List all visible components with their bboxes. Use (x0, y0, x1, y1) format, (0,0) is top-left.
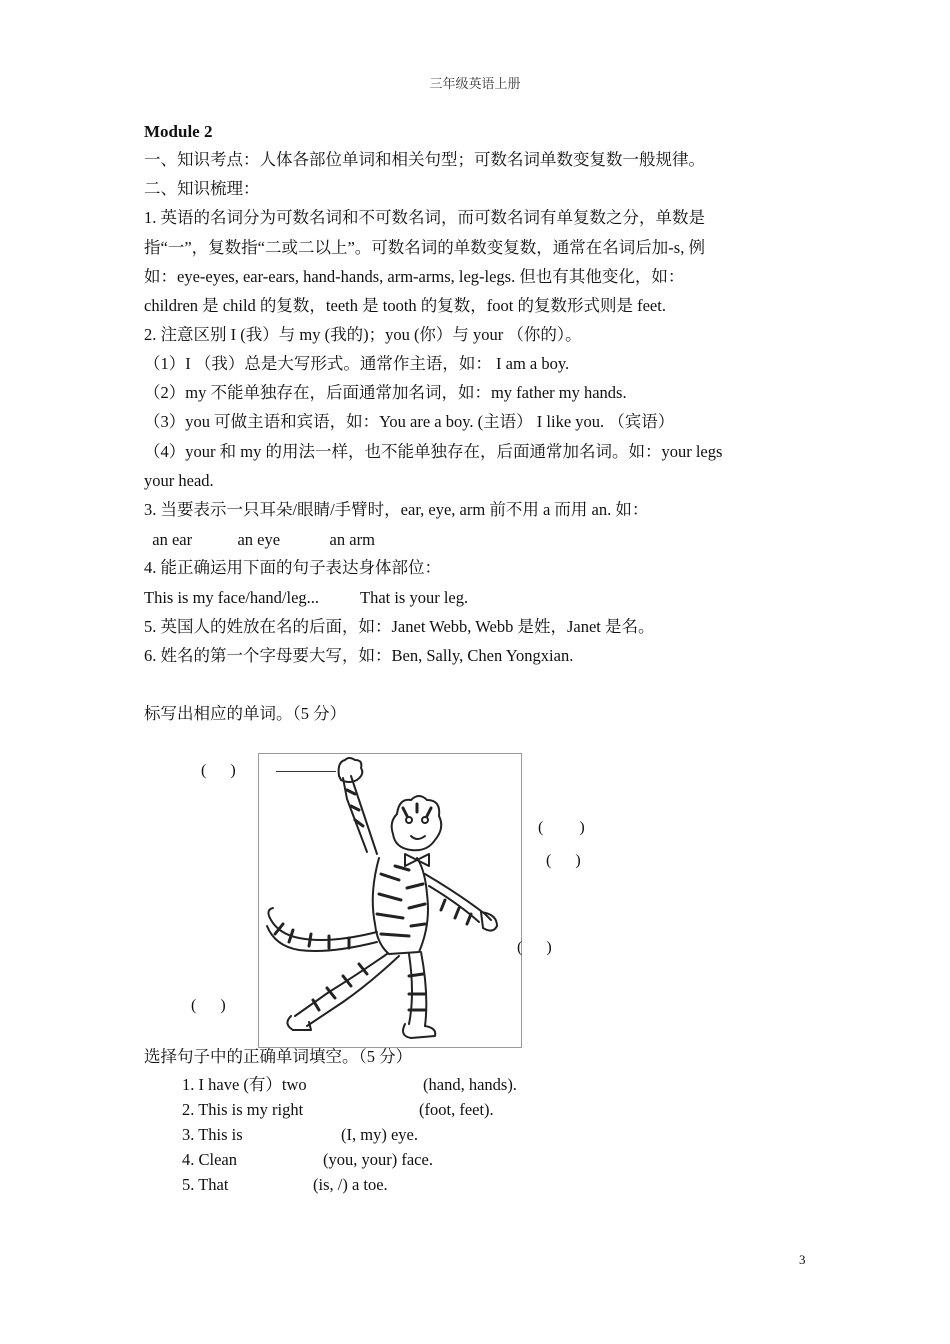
answer-blank[interactable]: ( ) (517, 939, 552, 956)
text-line: 4. 能正确运用下面的句子表达身体部位： (144, 558, 441, 577)
text-line: an ear an eye an arm (144, 530, 375, 549)
text-line: 6. 姓名的第一个字母要大写，如：Ben, Sally, Chen Yongxian. (144, 646, 574, 665)
answer-blank[interactable]: ( ) (191, 997, 226, 1014)
exercise-prompt: 3. This is (182, 1125, 243, 1144)
text-line: 一、知识考点：人体各部位单词和相关句型；可数名词单数变复数一般规律。 (144, 150, 705, 169)
text-line: 5. 英国人的姓放在名的后面，如：Janet Webb, Webb 是姓，Janet 是名。 (144, 617, 655, 636)
exercise-options: (I, my) eye. (341, 1125, 418, 1144)
text-line: 二、知识梳理： (144, 179, 260, 198)
exercise-prompt: 4. Clean (182, 1150, 237, 1169)
exercise-prompt: 5. That (182, 1175, 229, 1194)
exercise-prompt: 1. I have (有）two (182, 1075, 307, 1094)
text-line: （4）your 和 my 的用法一样，也不能单独存在，后面通常加名词。如：your legs (144, 442, 723, 461)
page-header: 三年级英语上册 (429, 76, 521, 91)
answer-blank[interactable]: ( ) (538, 819, 585, 836)
text-line: your head. (144, 471, 214, 490)
section1-title: 标写出相应的单词。（5 分） (144, 704, 347, 723)
text-line: 指“一”，复数指“二或二以上”。可数名词的单数变复数，通常在名词后加-s, 例 (144, 238, 705, 257)
text-line: 1. 英语的名词分为可数名词和不可数名词，而可数名词有单复数之分，单数是 (144, 208, 705, 227)
exercise-options: (foot, feet). (419, 1100, 494, 1119)
text-line: 2. 注意区别 I (我）与 my (我的)；you (你）与 your （你的）。 (144, 325, 582, 344)
text-line: （2）my 不能单独存在，后面通常加名词，如：my father my hands. (144, 383, 627, 402)
exercise-prompt: 2. This is my right (182, 1100, 304, 1119)
text-line: children 是 child 的复数，teeth 是 tooth 的复数，foot 的复数形式则是 feet. (144, 296, 666, 315)
exercise-options: (is, /) a toe. (313, 1175, 388, 1194)
text-line: This is my face/hand/leg... That is your leg. (144, 588, 469, 607)
tiger-drawing (259, 754, 521, 1047)
exercise-options: (you, your) face. (323, 1150, 433, 1169)
text-line: （1）I （我）总是大写形式。通常作主语，如： I am a boy. (144, 354, 570, 373)
text-line: 如：eye-eyes, ear-ears, hand-hands, arm-arms, leg-legs. 但也有其他变化，如： (144, 267, 685, 286)
exercise-options: (hand, hands). (423, 1075, 517, 1094)
page-number: 3 (799, 1252, 806, 1267)
text-line: 3. 当要表示一只耳朵/眼睛/手臂时，ear, eye, arm 前不用 a 而用 an. 如： (144, 500, 649, 519)
module-title: Module 2 (144, 122, 213, 141)
answer-blank[interactable]: ( ) (546, 852, 581, 869)
section2-title: 选择句子中的正确单词填空。（5 分） (144, 1047, 413, 1066)
tiger-illustration (258, 753, 522, 1048)
pointer-line (276, 771, 336, 772)
answer-blank[interactable]: ( ) (201, 762, 236, 779)
text-line: （3）you 可做主语和宾语，如：You are a boy. (主语） I like you. （宾语） (144, 412, 675, 431)
